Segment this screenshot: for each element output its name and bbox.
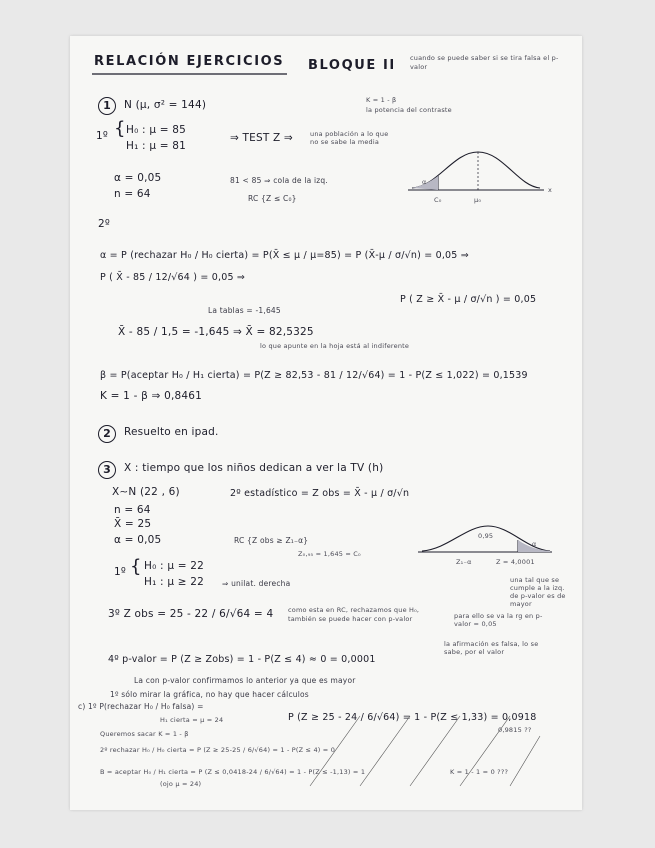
ex1-graph-c0: C₀ (434, 196, 442, 204)
ex3-alpha: α = 0,05 (114, 534, 162, 546)
ex1-graph-alpha: α (422, 178, 427, 186)
ex2-text: Resuelto en ipad. (124, 426, 219, 438)
ex1-test: ⇒ TEST Z ⇒ (230, 132, 293, 144)
ex1-arrow-note: 81 < 85 ⇒ cola de la izq. (230, 176, 328, 185)
ex1-h1: H₁ : μ = 81 (126, 140, 187, 152)
ex3-h0: H₀ : μ = 22 (144, 560, 205, 572)
ex1-tables: La tablas = -1,645 (208, 306, 281, 315)
ex1-side-note-a: K = 1 - β (366, 96, 397, 104)
ex3-right-note3: la afirmación es falsa, lo se sabe, por el valor (444, 640, 539, 656)
strike-lines (270, 676, 550, 796)
ex3-sub-c6: 2º rechazar H₀ / H₀ cierta = P (Z ≥ 25-25 / 6/√64) = 1 - P(Z ≤ 4) = 0 (100, 746, 336, 754)
ex1-h0: H₀ : μ = 85 (126, 124, 187, 136)
header-note: cuando se puede saber si se tira falsa el p-valor (410, 54, 559, 71)
ex1-alpha: α = 0,05 (114, 172, 162, 184)
ex1-step1: 1º (96, 130, 109, 142)
ex1-graph-mu0: μ₀ (474, 196, 482, 204)
ex3-right-note: una tal que se cumple a la izq. de p-valor es de mayor (510, 576, 566, 608)
ex3-sub-c7: B = aceptar H₀ / H₁ cierta = P (Z ≤ 0,0418-24 / 6/√64) = 1 - P(Z ≤ -1,13) = 1 (100, 768, 366, 776)
ex3-definition: X : tiempo que los niños dedican a ver la TV (h) (124, 462, 384, 474)
ex3-step2: 2º estadístico = Z obs = X̄ - μ / σ/√n (230, 488, 410, 499)
ex3-sub-c5: Queremos sacar K = 1 - β (100, 730, 189, 738)
ex3-graph-z1: Z₁₋α (456, 558, 472, 566)
ex1-beta: β = P(aceptar H₀ / H₁ cierta) = P(Z ≥ 82,53 - 81 / 12/√64) = 1 - P(Z ≤ 1,022) = 0,1539 (100, 370, 528, 381)
ex3-rc2: Z₀,₉₅ = 1,645 = C₀ (298, 550, 361, 558)
ex1-step2: 2º (98, 218, 111, 230)
ex3-graph-alpha: α (532, 540, 537, 548)
ex1-alpha-def: α = P (rechazar H₀ / H₀ cierta) = P(X̄ ≤ μ / μ=85) = P (X̄-μ / σ/√n) = 0,05 ⇒ (100, 250, 469, 261)
ex3-right-note2: para ello se va la rg en p-valor = 0,05 (454, 612, 543, 628)
ex3-sub-c: c) 1º P(rechazar H₀ / H₀ falsa) = (78, 702, 204, 711)
block-label: BLOQUE II (308, 58, 396, 73)
ex3-brace: { (130, 556, 142, 577)
ex3-n: n = 64 (114, 504, 151, 516)
ex3-sub-c3: P (Z ≥ 25 - 24 / 6/√64) = 1 - P(Z ≤ 1,33) = 0,0918 (288, 712, 537, 723)
ex3-graph-z2: Z = 4,0001 (496, 558, 535, 566)
ex3-normal-curve-graph (418, 522, 558, 562)
ex1-brace: { (114, 118, 126, 139)
ex3-sub-c4: H₁ cierta = μ = 24 (160, 716, 224, 724)
ex3-sub-c2: 1º sólo mirar la gráfica, no hay que hacer cálculos (110, 690, 309, 699)
ex1-n: n = 64 (114, 188, 151, 200)
ex1-rc: RC {Z ≤ C₀} (248, 194, 297, 203)
ex3-sub-c9: (ojo μ = 24) (160, 780, 202, 788)
ex1-calc: X̄ - 85 / 1,5 = -1,645 ⇒ X̄ = 82,5325 (118, 326, 314, 338)
ex1-k: K = 1 - β ⇒ 0,8461 (100, 390, 203, 402)
ex3-xbar: X̄ = 25 (114, 518, 152, 530)
ex3-pvalue-note: La con p-valor confirmamos lo anterior ya que es mayor (134, 676, 356, 685)
ex3-h1: H₁ : μ ≥ 22 (144, 576, 205, 588)
page-title: RELACIÓN EJERCICIOS (94, 54, 285, 69)
ex1-distribution: N (μ, σ² = 144) (124, 99, 207, 111)
ex3-h1-note: ⇒ unilat. derecha (222, 579, 291, 588)
ex3-sub-c8: K = 1 - 1 = 0 ??? (450, 768, 509, 776)
exercise-2-number: 2 (98, 422, 116, 443)
ex3-pvalue: 4º p-valor = P (Z ≥ Zobs) = 1 - P(Z ≤ 4) ≈ 0 = 0,0001 (108, 654, 376, 665)
ex1-prob1: P ( X̄ - 85 / 12/√64 ) = 0,05 ⇒ (100, 272, 246, 283)
ex1-calc-note: lo que apunte en la hoja está al indiferente (260, 342, 410, 350)
notebook-page (70, 36, 582, 810)
ex1-test-note: una población a lo que no se sabe la media (310, 130, 389, 146)
title-underline (92, 72, 292, 76)
exercise-3-number: 3 (98, 458, 116, 479)
ex3-graph-conf: 0,95 (478, 532, 494, 540)
ex1-side-note-b: la potencia del contraste (366, 106, 452, 114)
ex3-distribution: X∼N (22 , 6) (112, 486, 180, 498)
ex1-graph-axis: x (548, 186, 553, 194)
ex1-prob2: P ( Z ≥ X̄ - μ / σ/√n ) = 0,05 (400, 294, 537, 305)
ex3-answer-2: 0,9815 ?? (498, 726, 532, 734)
exercise-1-number: 1 (98, 94, 116, 115)
ex3-rc: RC {Z obs ≥ Z₁₋α} (234, 536, 309, 545)
ex3-zobs-note: como esta en RC, rechazamos que H₀, también se puede hacer con p-valor (288, 606, 420, 623)
ex3-zobs: 3º Z obs = 25 - 22 / 6/√64 = 4 (108, 608, 274, 620)
ex3-step1: 1º (114, 566, 127, 578)
